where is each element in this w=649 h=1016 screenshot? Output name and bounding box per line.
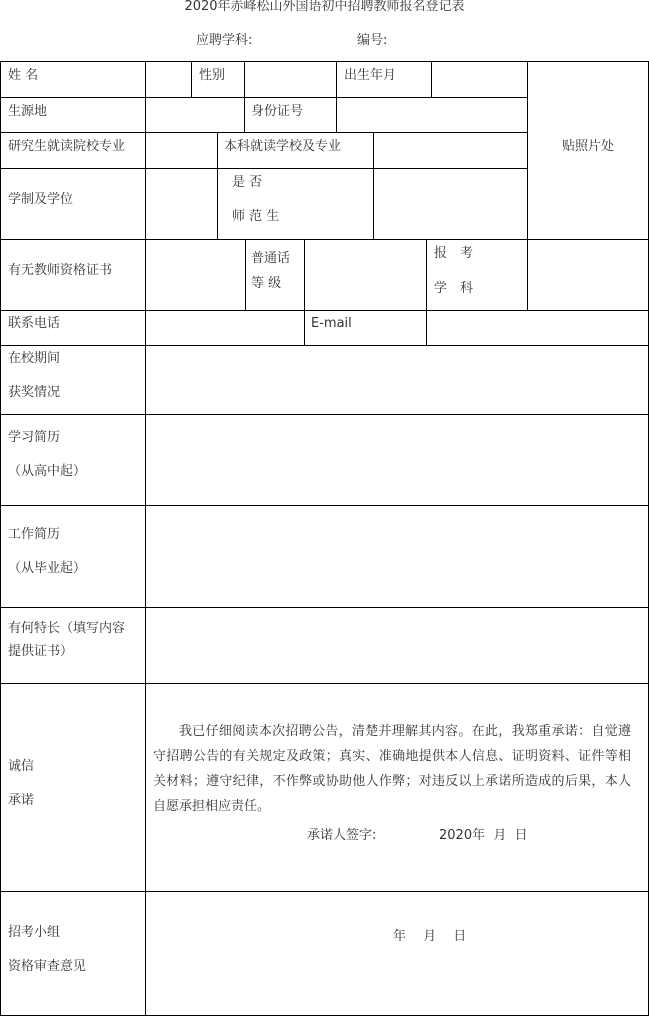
awards-label-line2: 获奖情况 [8, 385, 61, 400]
normal-student-label: 师 范 生 [232, 209, 280, 224]
form-title: 2020年赤峰松山外国语初中招聘教师报名登记表 [184, 0, 465, 14]
teacher-cert-label: 有无教师资格证书 [8, 263, 113, 278]
phone-field[interactable] [146, 311, 304, 345]
table-line [0, 683, 649, 684]
photo-label: 贴照片处 [562, 139, 615, 154]
gender-label: 性别 [199, 68, 226, 83]
work-history-field[interactable] [146, 506, 648, 607]
phone-label: 联系电话 [8, 316, 61, 331]
awards-label-line1: 在校期间 [8, 351, 61, 366]
email-field[interactable] [427, 311, 648, 345]
id-number-field[interactable] [337, 98, 527, 132]
signer-label: 承诺人签字: [307, 828, 377, 843]
work-history-note: （从毕业起） [8, 561, 87, 576]
sign-date: 2020年 月 日 [439, 828, 528, 843]
mandarin-label-line2: 等 级 [251, 276, 282, 291]
table-line [191, 61, 192, 97]
name-label: 姓 名 [8, 68, 39, 83]
apply-subject-field[interactable] [528, 240, 648, 310]
skills-label-line2: 提供证书） [8, 644, 74, 659]
study-history-label: 学习简历 [8, 430, 61, 445]
email-label: E-mail [311, 316, 352, 331]
id-number-label: 身份证号 [251, 104, 304, 119]
table-line [245, 239, 246, 310]
undergrad-school-field[interactable] [374, 133, 527, 168]
undergrad-school-label: 本科就读学校及专业 [224, 139, 342, 154]
table-line [0, 891, 649, 892]
review-date: 年 月 日 [393, 929, 467, 944]
apply-subject-label-line2: 学 科 [434, 281, 474, 296]
teacher-cert-field[interactable] [146, 240, 245, 310]
mandarin-label-line1: 普通话 [251, 251, 291, 266]
work-history-label: 工作简历 [8, 527, 61, 542]
review-label-line2: 资格审查意见 [8, 959, 87, 974]
study-history-field[interactable] [146, 415, 648, 505]
is-label: 是 否 [232, 175, 263, 190]
skills-field[interactable] [146, 608, 648, 683]
gender-field[interactable] [245, 62, 336, 97]
degree-label: 学制及学位 [8, 192, 74, 207]
origin-field[interactable] [146, 98, 244, 132]
subject-label: 应聘学科: [196, 33, 253, 48]
birth-date-field[interactable] [432, 62, 527, 97]
apply-subject-label-line1: 报 考 [434, 246, 474, 261]
name-field[interactable] [146, 62, 191, 97]
grad-school-field[interactable] [146, 133, 217, 168]
grad-school-label: 研究生就读院校专业 [8, 139, 126, 154]
table-line [217, 132, 218, 239]
honesty-label-line2: 承诺 [8, 793, 35, 808]
normal-student-field[interactable] [374, 169, 527, 239]
birth-date-label: 出生年月 [344, 68, 397, 83]
review-label-line1: 招考小组 [8, 925, 61, 940]
honesty-label-line1: 诚信 [8, 759, 35, 774]
pledge-text: 我已仔细阅读本次招聘公告，清楚并理解其内容。在此，我郑重承诺：自觉遵守招聘公告的有关规定及政策；真实、准确地提供本人信息、证明资料、证件等相关材料；遵守纪律，不作弊或协助他人作弊；对违反以上承诺所造成的后果，本人自愿承担相应责任。 [153, 724, 631, 814]
skills-label-line1: 有何特长（填写内容 [8, 621, 126, 636]
awards-field[interactable] [146, 346, 648, 414]
study-history-note: （从高中起） [8, 464, 87, 479]
mandarin-level-field[interactable] [305, 240, 426, 310]
number-label: 编号: [357, 33, 388, 48]
table-border-left [0, 61, 1, 1016]
degree-field[interactable] [146, 169, 217, 239]
origin-label: 生源地 [8, 104, 48, 119]
